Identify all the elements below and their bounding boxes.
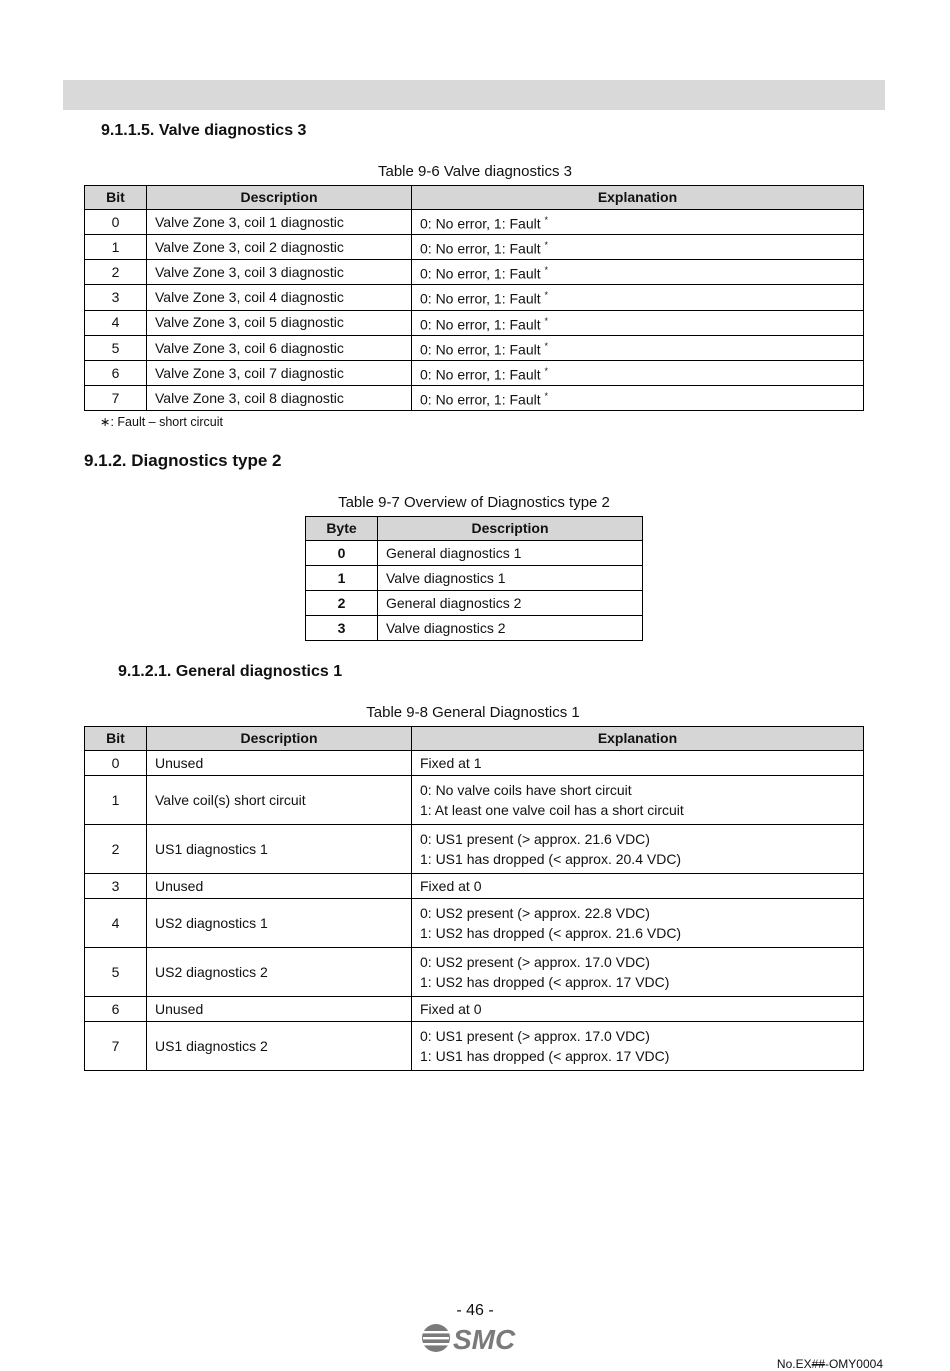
bit-cell: 7 bbox=[85, 386, 147, 411]
explanation-text: 0: No error, 1: Fault bbox=[420, 391, 541, 408]
description-cell: Valve Zone 3, coil 4 diagnostic bbox=[147, 285, 412, 310]
explanation-cell bbox=[412, 310, 864, 335]
explanation-cell bbox=[412, 285, 864, 310]
bit-cell: 3 bbox=[85, 285, 147, 310]
explanation-line: Fixed at 1 bbox=[420, 754, 482, 771]
byte-cell: 0 bbox=[306, 541, 378, 566]
section-heading-general-diagnostics-1: 9.1.2.1. General diagnostics 1 bbox=[118, 663, 343, 680]
explanation-text: 0: No error, 1: Fault bbox=[420, 316, 541, 333]
description-cell: Valve diagnostics 1 bbox=[378, 566, 643, 591]
explanation-cell bbox=[412, 360, 864, 385]
explanation-cell bbox=[412, 874, 864, 899]
explanation-text: 0: No error, 1: Fault bbox=[420, 366, 541, 383]
table-row bbox=[85, 899, 864, 948]
explanation-cell bbox=[412, 751, 864, 776]
document-number-prefix: No.EX bbox=[776, 1357, 812, 1371]
description-cell: US1 diagnostics 2 bbox=[147, 1022, 412, 1071]
table-header-row bbox=[85, 727, 864, 751]
explanation-line: 0: US2 present (> approx. 22.8 VDC) bbox=[420, 904, 650, 921]
table-row bbox=[85, 825, 864, 874]
explanation-line: 0: US1 present (> approx. 21.6 VDC) bbox=[420, 830, 650, 847]
column-header-explanation: Explanation bbox=[412, 727, 864, 751]
table-row bbox=[85, 386, 864, 411]
column-header-description: Description bbox=[378, 517, 643, 541]
explanation-cell bbox=[412, 260, 864, 285]
description-cell: Valve diagnostics 2 bbox=[378, 616, 643, 641]
description-cell: Valve Zone 3, coil 8 diagnostic bbox=[147, 386, 412, 411]
bit-cell: 5 bbox=[85, 948, 147, 997]
bit-cell: 4 bbox=[85, 310, 147, 335]
description-cell: Valve coil(s) short circuit bbox=[147, 776, 412, 825]
table-caption-9-7: Table 9-7 Overview of Diagnostics type 2 bbox=[338, 494, 610, 511]
page-number: - 46 - bbox=[456, 1302, 494, 1319]
general-diagnostics-1-table bbox=[84, 726, 864, 1071]
section-heading-diagnostics-type-2: 9.1.2. Diagnostics type 2 bbox=[84, 451, 282, 470]
explanation-line: Fixed at 0 bbox=[420, 877, 482, 894]
table-caption-9-8: Table 9-8 General Diagnostics 1 bbox=[366, 704, 580, 721]
explanation-line: Fixed at 0 bbox=[420, 1000, 482, 1017]
byte-cell: 2 bbox=[306, 591, 378, 616]
description-cell: US1 diagnostics 1 bbox=[147, 825, 412, 874]
explanation-line: 1: US2 has dropped (< approx. 17 VDC) bbox=[420, 974, 670, 990]
column-header-description: Description bbox=[147, 186, 412, 210]
explanation-cell bbox=[412, 948, 864, 997]
table-header-row bbox=[85, 186, 864, 210]
explanation-line: 0: No valve coils have short circuit bbox=[420, 781, 632, 798]
bit-cell: 4 bbox=[85, 899, 147, 948]
explanation-line: 1: US2 has dropped (< approx. 21.6 VDC) bbox=[420, 925, 682, 941]
fault-footnote-mark: * bbox=[544, 240, 549, 251]
description-cell: General diagnostics 2 bbox=[378, 591, 643, 616]
section-heading-valve-diagnostics-3: 9.1.1.5. Valve diagnostics 3 bbox=[101, 122, 307, 139]
description-cell: Valve Zone 3, coil 2 diagnostic bbox=[147, 235, 412, 260]
description-cell: Unused bbox=[147, 751, 412, 776]
explanation-cell bbox=[412, 335, 864, 360]
column-header-explanation: Explanation bbox=[412, 186, 864, 210]
explanation-line: 1: At least one valve coil has a short circuit bbox=[420, 802, 684, 818]
valve-diagnostics-3-table bbox=[84, 185, 864, 411]
explanation-line: 0: US1 present (> approx. 17.0 VDC) bbox=[420, 1027, 650, 1044]
bit-cell: 6 bbox=[85, 997, 147, 1022]
bit-cell: 0 bbox=[85, 210, 147, 235]
table-row bbox=[306, 616, 643, 641]
column-header-byte: Byte bbox=[306, 517, 378, 541]
bit-cell: 5 bbox=[85, 335, 147, 360]
column-header-bit: Bit bbox=[85, 186, 147, 210]
document-number-struck: ## bbox=[811, 1357, 825, 1371]
table-row bbox=[306, 566, 643, 591]
explanation-line: 1: US1 has dropped (< approx. 17 VDC) bbox=[420, 1048, 670, 1064]
explanation-cell bbox=[412, 386, 864, 411]
table-caption-9-6: Table 9-6 Valve diagnostics 3 bbox=[377, 163, 572, 180]
table-header-row bbox=[306, 517, 643, 541]
bit-cell: 2 bbox=[85, 260, 147, 285]
document-number bbox=[777, 1357, 883, 1371]
document-number-suffix: -OMY0004 bbox=[824, 1357, 883, 1371]
table-row bbox=[85, 235, 864, 260]
explanation-cell bbox=[412, 1022, 864, 1071]
bit-cell: 6 bbox=[85, 360, 147, 385]
explanation-cell bbox=[412, 997, 864, 1022]
diagnostics-type-2-overview-table bbox=[305, 516, 643, 641]
table-row bbox=[85, 360, 864, 385]
column-header-bit: Bit bbox=[85, 727, 147, 751]
description-cell: US2 diagnostics 2 bbox=[147, 948, 412, 997]
fault-footnote-mark: * bbox=[544, 315, 549, 326]
description-cell: Unused bbox=[147, 874, 412, 899]
description-cell: Valve Zone 3, coil 7 diagnostic bbox=[147, 360, 412, 385]
description-cell: Valve Zone 3, coil 6 diagnostic bbox=[147, 335, 412, 360]
byte-cell: 1 bbox=[306, 566, 378, 591]
table-row bbox=[85, 776, 864, 825]
table-row bbox=[85, 335, 864, 360]
smc-logo bbox=[420, 1320, 530, 1356]
explanation-text: 0: No error, 1: Fault bbox=[420, 341, 541, 358]
fault-footnote-mark: * bbox=[544, 340, 549, 351]
bit-cell: 7 bbox=[85, 1022, 147, 1071]
explanation-cell bbox=[412, 825, 864, 874]
table-row bbox=[85, 260, 864, 285]
description-cell: Unused bbox=[147, 997, 412, 1022]
byte-cell: 3 bbox=[306, 616, 378, 641]
bit-cell: 3 bbox=[85, 874, 147, 899]
explanation-text: 0: No error, 1: Fault bbox=[420, 240, 541, 257]
table-row bbox=[85, 310, 864, 335]
explanation-cell bbox=[412, 899, 864, 948]
table-row bbox=[85, 874, 864, 899]
explanation-cell bbox=[412, 235, 864, 260]
description-cell: US2 diagnostics 1 bbox=[147, 899, 412, 948]
description-cell: General diagnostics 1 bbox=[378, 541, 643, 566]
bit-cell: 1 bbox=[85, 776, 147, 825]
description-cell: Valve Zone 3, coil 5 diagnostic bbox=[147, 310, 412, 335]
table-row bbox=[85, 210, 864, 235]
table-row bbox=[85, 285, 864, 310]
explanation-text: 0: No error, 1: Fault bbox=[420, 215, 541, 232]
explanation-line: 1: US1 has dropped (< approx. 20.4 VDC) bbox=[420, 851, 682, 867]
bit-cell: 1 bbox=[85, 235, 147, 260]
smc-logo-text: SMC bbox=[453, 1324, 516, 1355]
explanation-text: 0: No error, 1: Fault bbox=[420, 291, 541, 308]
explanation-text: 0: No error, 1: Fault bbox=[420, 265, 541, 282]
explanation-cell bbox=[412, 776, 864, 825]
explanation-cell bbox=[412, 210, 864, 235]
column-header-description: Description bbox=[147, 727, 412, 751]
table-row bbox=[85, 997, 864, 1022]
table-row bbox=[306, 591, 643, 616]
header-band bbox=[63, 80, 885, 110]
table-row bbox=[85, 948, 864, 997]
bit-cell: 0 bbox=[85, 751, 147, 776]
footnote-fault: ∗: Fault – short circuit bbox=[100, 415, 224, 429]
table-row bbox=[85, 751, 864, 776]
explanation-line: 0: US2 present (> approx. 17.0 VDC) bbox=[420, 953, 650, 970]
fault-footnote-mark: * bbox=[544, 290, 549, 301]
description-cell: Valve Zone 3, coil 1 diagnostic bbox=[147, 210, 412, 235]
fault-footnote-mark: * bbox=[544, 215, 549, 225]
fault-footnote-mark: * bbox=[544, 365, 549, 376]
fault-footnote-mark: * bbox=[544, 391, 549, 402]
description-cell: Valve Zone 3, coil 3 diagnostic bbox=[147, 260, 412, 285]
table-row bbox=[306, 541, 643, 566]
fault-footnote-mark: * bbox=[544, 265, 549, 276]
table-row bbox=[85, 1022, 864, 1071]
bit-cell: 2 bbox=[85, 825, 147, 874]
